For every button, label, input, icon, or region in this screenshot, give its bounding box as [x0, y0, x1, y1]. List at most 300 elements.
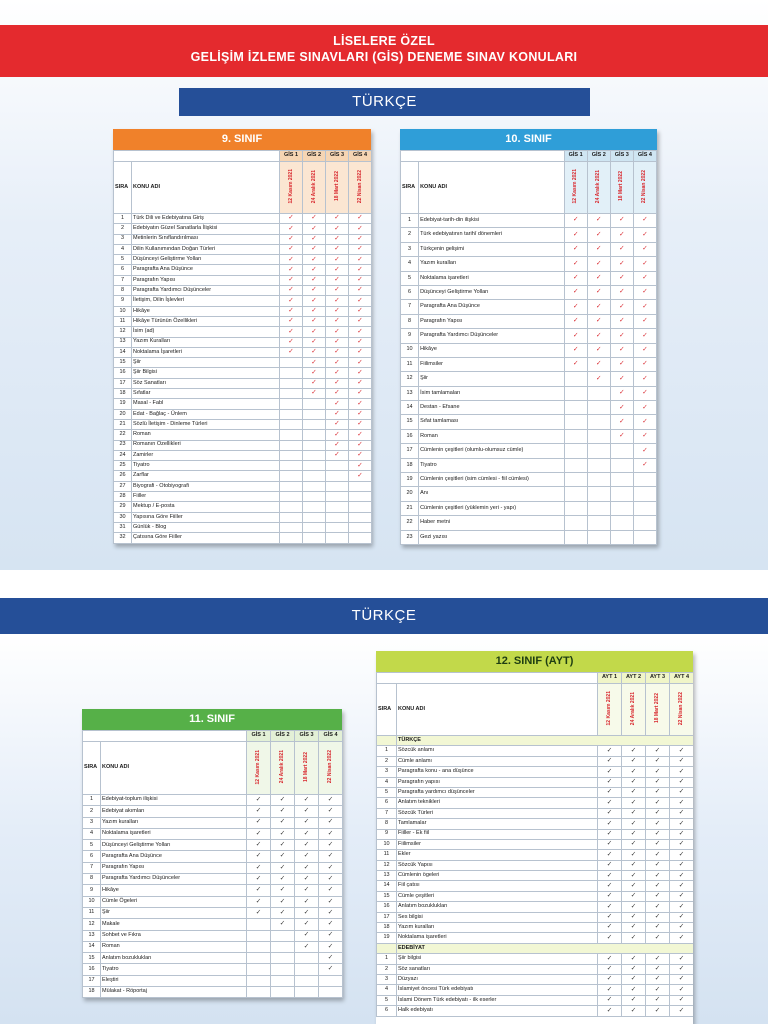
- check-icon: ✓: [303, 818, 310, 826]
- table-row: [83, 828, 343, 839]
- check-cell: [622, 985, 646, 995]
- check-icon: ✓: [334, 399, 340, 407]
- check-icon: ✓: [357, 440, 363, 448]
- check-cell: [295, 806, 319, 817]
- table-row: [114, 224, 372, 234]
- exam-date: 12 Kasım 2021: [255, 749, 261, 784]
- check-icon: ✓: [630, 788, 637, 796]
- topics-table: [376, 672, 693, 1017]
- check-cell: [670, 964, 694, 974]
- check-cell: [598, 891, 622, 901]
- check-icon: ✓: [303, 897, 310, 905]
- check-cell: [326, 533, 349, 543]
- section-label: TÜRKÇE: [397, 736, 694, 746]
- check-cell: [670, 798, 694, 808]
- check-cell: [303, 409, 326, 419]
- check-icon: ✓: [630, 798, 637, 806]
- check-icon: ✓: [619, 345, 625, 353]
- check-cell: [564, 458, 587, 472]
- row-number: 10: [83, 896, 101, 907]
- check-icon: ✓: [334, 265, 340, 273]
- check-icon: ✓: [572, 230, 579, 238]
- exam-header-row: [377, 673, 694, 684]
- check-cell: [598, 756, 622, 766]
- check-icon: ✓: [596, 374, 602, 382]
- check-icon: ✓: [357, 337, 363, 345]
- check-cell: [326, 316, 349, 326]
- check-cell: [326, 450, 349, 460]
- check-cell: [349, 419, 372, 429]
- date-header-row: [114, 162, 372, 214]
- check-cell: [319, 987, 343, 998]
- row-number: 10: [377, 839, 397, 849]
- table-row: [401, 401, 657, 415]
- check-cell: [598, 974, 622, 984]
- check-cell: [326, 358, 349, 368]
- check-icon: ✓: [334, 214, 340, 222]
- panel-title: 9. SINIF: [113, 129, 371, 150]
- check-icon: ✓: [334, 420, 340, 428]
- check-cell: [587, 501, 610, 515]
- check-cell: [564, 415, 587, 429]
- check-cell: [598, 819, 622, 829]
- check-icon: ✓: [255, 874, 262, 882]
- check-cell: [295, 885, 319, 896]
- topic-name: Cümle çeşitleri: [397, 891, 598, 901]
- check-cell: [303, 244, 326, 254]
- check-icon: ✓: [678, 819, 685, 827]
- table-row: [401, 372, 657, 386]
- check-cell: [610, 444, 633, 458]
- check-icon: ✓: [334, 358, 340, 366]
- table-row: [401, 228, 657, 242]
- check-icon: ✓: [357, 430, 363, 438]
- check-icon: ✓: [596, 302, 602, 310]
- row-number: 3: [114, 234, 132, 244]
- check-cell: [564, 257, 587, 271]
- check-cell: [319, 930, 343, 941]
- exam-date-cell: [633, 162, 656, 214]
- check-cell: [280, 316, 303, 326]
- table-row: [401, 429, 657, 443]
- check-icon: ✓: [311, 368, 317, 376]
- check-cell: [610, 357, 633, 371]
- check-cell: [295, 874, 319, 885]
- check-icon: ✓: [642, 230, 648, 238]
- check-cell: [326, 234, 349, 244]
- check-icon: ✓: [606, 798, 613, 806]
- check-cell: [622, 819, 646, 829]
- exam-column-header: GİS 4: [633, 151, 656, 162]
- topic-name: Sözcük anlamı: [397, 746, 598, 756]
- check-icon: ✓: [334, 368, 340, 376]
- check-icon: ✓: [654, 1006, 661, 1014]
- topic-name: Gezi yazısı: [419, 530, 565, 544]
- row-number: 24: [114, 450, 132, 460]
- check-icon: ✓: [678, 985, 685, 993]
- topic-name: Şiir: [101, 907, 247, 918]
- check-icon: ✓: [311, 276, 317, 284]
- table-row: [377, 964, 694, 974]
- exam-column-header: GİS 1: [280, 151, 303, 162]
- topic-name: Sözcük Türleri: [397, 808, 598, 818]
- table-row: [83, 975, 343, 986]
- check-icon: ✓: [630, 829, 637, 837]
- check-icon: ✓: [327, 807, 334, 815]
- check-cell: [633, 300, 656, 314]
- check-icon: ✓: [334, 296, 340, 304]
- check-cell: [247, 840, 271, 851]
- topic-name: Anı: [419, 487, 565, 501]
- table-row: [401, 271, 657, 285]
- check-cell: [271, 953, 295, 964]
- topic-name: Paragrafın Yapısı: [101, 862, 247, 873]
- check-cell: [646, 808, 670, 818]
- check-cell: [587, 530, 610, 544]
- check-icon: ✓: [357, 296, 363, 304]
- check-icon: ✓: [678, 996, 685, 1004]
- topic-name: Biyografi - Otobiyografi: [132, 481, 280, 491]
- exam-date: 18 Mart 2022: [618, 171, 625, 202]
- check-cell: [633, 285, 656, 299]
- exam-date-cell: [319, 742, 343, 795]
- check-icon: ✓: [288, 307, 294, 315]
- check-cell: [349, 265, 372, 275]
- check-cell: [326, 522, 349, 532]
- check-icon: ✓: [606, 746, 613, 754]
- check-cell: [646, 923, 670, 933]
- check-icon: ✓: [606, 933, 613, 941]
- topic-name: Zarflar: [132, 471, 280, 481]
- row-number: 23: [114, 440, 132, 450]
- check-cell: [610, 285, 633, 299]
- check-icon: ✓: [596, 259, 602, 267]
- check-icon: ✓: [572, 288, 579, 296]
- check-icon: ✓: [327, 942, 334, 950]
- check-cell: [646, 985, 670, 995]
- topic-name: Edebiyat-tarih-din ilişkisi: [419, 214, 565, 228]
- check-icon: ✓: [654, 933, 661, 941]
- check-icon: ✓: [303, 908, 310, 916]
- check-cell: [646, 777, 670, 787]
- check-cell: [646, 767, 670, 777]
- topic-name: İslamiyet öncesi Türk edebiyatı: [397, 985, 598, 995]
- check-icon: ✓: [678, 965, 685, 973]
- table-row: [114, 327, 372, 337]
- check-icon: ✓: [303, 795, 310, 803]
- check-cell: [303, 358, 326, 368]
- topic-name: Tiyatro: [419, 458, 565, 472]
- table-row: [83, 907, 343, 918]
- check-icon: ✓: [303, 852, 310, 860]
- check-cell: [646, 881, 670, 891]
- row-number: 21: [401, 501, 419, 515]
- check-cell: [326, 244, 349, 254]
- row-number: 30: [114, 512, 132, 522]
- check-icon: ✓: [619, 274, 625, 281]
- section-spacer: [377, 943, 397, 953]
- check-cell: [280, 471, 303, 481]
- row-number: 12: [114, 327, 132, 337]
- check-cell: [646, 850, 670, 860]
- check-cell: [303, 234, 326, 244]
- table-row: [114, 286, 372, 296]
- date-header-row: [377, 684, 694, 736]
- check-icon: ✓: [596, 245, 602, 253]
- topic-name: Şiir bilgisi: [397, 954, 598, 964]
- topic-name: Tamlamalar: [397, 819, 598, 829]
- check-icon: ✓: [572, 331, 579, 339]
- topic-name: Sohbet ve Fıkra: [101, 930, 247, 941]
- exam-column-header: GİS 2: [303, 151, 326, 162]
- check-cell: [598, 995, 622, 1005]
- check-cell: [610, 314, 633, 328]
- exam-date-cell: [271, 742, 295, 795]
- row-number: 11: [377, 850, 397, 860]
- check-icon: ✓: [255, 908, 262, 916]
- check-cell: [271, 817, 295, 828]
- check-icon: ✓: [606, 809, 613, 817]
- row-number: 19: [401, 473, 419, 487]
- exam-date: 22 Nisan 2022: [327, 750, 333, 784]
- check-cell: [303, 296, 326, 306]
- check-icon: ✓: [334, 430, 340, 438]
- topic-name: Tiyatro: [101, 964, 247, 975]
- check-icon: ✓: [642, 446, 648, 454]
- check-icon: ✓: [619, 374, 625, 382]
- check-icon: ✓: [255, 795, 262, 803]
- topic-name: Edat - Bağlaç - Ünlem: [132, 409, 280, 419]
- date-header-row: [83, 742, 343, 795]
- check-icon: ✓: [678, 923, 685, 931]
- check-cell: [622, 923, 646, 933]
- check-cell: [247, 964, 271, 975]
- topic-name: Hikâye Türünün Özellikleri: [132, 316, 280, 326]
- check-icon: ✓: [630, 985, 637, 993]
- check-cell: [646, 871, 670, 881]
- exam-date: 22 Nisan 2022: [356, 169, 363, 203]
- check-icon: ✓: [606, 850, 613, 858]
- topic-name: Çatısına Göre Fiiller: [132, 533, 280, 543]
- check-icon: ✓: [572, 245, 579, 253]
- exam-column-header: AYT 3: [646, 673, 670, 684]
- check-icon: ✓: [357, 389, 363, 397]
- check-cell: [598, 850, 622, 860]
- sira-header: SIRA: [83, 742, 101, 795]
- check-cell: [247, 987, 271, 998]
- check-cell: [349, 440, 372, 450]
- table-row: [401, 415, 657, 429]
- exam-column-header: GİS 4: [319, 731, 343, 742]
- check-cell: [646, 902, 670, 912]
- table-row: [83, 896, 343, 907]
- check-icon: ✓: [357, 348, 363, 356]
- exam-date-cell: [598, 684, 622, 736]
- check-icon: ✓: [288, 348, 294, 356]
- check-cell: [280, 461, 303, 471]
- check-icon: ✓: [288, 337, 294, 345]
- check-cell: [646, 974, 670, 984]
- check-icon: ✓: [642, 259, 648, 267]
- check-icon: ✓: [334, 234, 340, 242]
- grade-11-panel: [82, 709, 342, 998]
- table-row: [114, 471, 372, 481]
- table-row: [114, 461, 372, 471]
- check-cell: [598, 954, 622, 964]
- exam-date-cell: [646, 684, 670, 736]
- check-cell: [326, 419, 349, 429]
- topic-name: Paragrafın Yapısı: [419, 314, 565, 328]
- table-row: [377, 787, 694, 797]
- table-row: [114, 296, 372, 306]
- check-cell: [587, 228, 610, 242]
- check-icon: ✓: [642, 274, 648, 281]
- check-cell: [271, 975, 295, 986]
- check-icon: ✓: [678, 757, 685, 765]
- topic-name: Şiir: [419, 372, 565, 386]
- check-cell: [349, 492, 372, 502]
- check-cell: [598, 1006, 622, 1016]
- table-row: [401, 242, 657, 256]
- grade-10-panel: [400, 129, 657, 545]
- check-icon: ✓: [678, 767, 685, 775]
- header-line-2: GELİŞİM İZLEME SINAVLARI (GİS) DENEME SINAV KONULARI: [190, 50, 578, 64]
- check-icon: ✓: [334, 379, 340, 387]
- check-icon: ✓: [654, 861, 661, 869]
- topic-name: Hikâye: [419, 343, 565, 357]
- check-cell: [587, 444, 610, 458]
- check-cell: [610, 372, 633, 386]
- exam-date-cell: [247, 742, 271, 795]
- table-row: [377, 850, 694, 860]
- check-cell: [326, 286, 349, 296]
- check-cell: [564, 487, 587, 501]
- topic-name: Yazım kuralları: [419, 257, 565, 271]
- check-icon: ✓: [606, 954, 613, 962]
- exam-column-header: GİS 3: [295, 731, 319, 742]
- check-icon: ✓: [678, 881, 685, 889]
- exam-date: 24 Aralık 2021: [279, 750, 285, 784]
- topic-name: Edebiyat akımları: [101, 806, 247, 817]
- check-cell: [587, 487, 610, 501]
- check-cell: [247, 919, 271, 930]
- check-cell: [633, 487, 656, 501]
- check-cell: [280, 306, 303, 316]
- check-cell: [670, 1006, 694, 1016]
- check-cell: [564, 444, 587, 458]
- table-row: [114, 306, 372, 316]
- check-icon: ✓: [279, 920, 286, 928]
- check-cell: [670, 767, 694, 777]
- table-row: [83, 851, 343, 862]
- check-icon: ✓: [357, 276, 363, 284]
- row-number: 2: [377, 756, 397, 766]
- sira-header: SIRA: [377, 684, 397, 736]
- check-icon: ✓: [654, 965, 661, 973]
- check-cell: [349, 327, 372, 337]
- check-cell: [303, 368, 326, 378]
- topic-name: Cümlenin ögeleri: [397, 871, 598, 881]
- row-number: 13: [401, 386, 419, 400]
- topic-name: Masal - Fabl: [132, 399, 280, 409]
- check-cell: [349, 306, 372, 316]
- check-cell: [633, 401, 656, 415]
- check-cell: [349, 512, 372, 522]
- check-cell: [587, 372, 610, 386]
- check-cell: [326, 512, 349, 522]
- check-cell: [598, 985, 622, 995]
- konu-header: KONU ADI: [101, 742, 247, 795]
- check-cell: [633, 214, 656, 228]
- exam-column-header: GİS 2: [587, 151, 610, 162]
- check-cell: [349, 378, 372, 388]
- check-cell: [564, 300, 587, 314]
- check-cell: [598, 933, 622, 943]
- check-cell: [646, 964, 670, 974]
- check-icon: ✓: [678, 788, 685, 796]
- exam-date-cell: [280, 162, 303, 214]
- table-row: [401, 458, 657, 472]
- row-number: 20: [401, 487, 419, 501]
- check-cell: [670, 995, 694, 1005]
- check-icon: ✓: [654, 819, 661, 827]
- check-cell: [349, 296, 372, 306]
- check-cell: [564, 429, 587, 443]
- check-icon: ✓: [606, 767, 613, 775]
- row-number: 7: [401, 300, 419, 314]
- row-number: 4: [401, 257, 419, 271]
- table-row: [377, 819, 694, 829]
- table-row: [114, 368, 372, 378]
- check-cell: [349, 389, 372, 399]
- check-cell: [295, 975, 319, 986]
- check-icon: ✓: [630, 861, 637, 869]
- check-cell: [319, 941, 343, 952]
- table-row: [377, 902, 694, 912]
- row-number: 15: [114, 358, 132, 368]
- check-cell: [319, 817, 343, 828]
- check-icon: ✓: [642, 245, 648, 253]
- check-cell: [622, 964, 646, 974]
- check-cell: [271, 806, 295, 817]
- check-cell: [622, 756, 646, 766]
- check-icon: ✓: [678, 975, 685, 983]
- exam-date-cell: [303, 162, 326, 214]
- check-icon: ✓: [327, 897, 334, 905]
- check-cell: [670, 746, 694, 756]
- check-cell: [303, 471, 326, 481]
- check-cell: [587, 458, 610, 472]
- row-number: 1: [377, 954, 397, 964]
- check-cell: [670, 829, 694, 839]
- row-number: 4: [377, 985, 397, 995]
- row-number: 22: [114, 430, 132, 440]
- check-icon: ✓: [327, 931, 334, 939]
- check-cell: [598, 787, 622, 797]
- table-row: [377, 1006, 694, 1016]
- check-cell: [319, 964, 343, 975]
- table-row: [83, 817, 343, 828]
- table-row: [377, 985, 694, 995]
- check-cell: [598, 839, 622, 849]
- table-row: [114, 430, 372, 440]
- check-cell: [280, 255, 303, 265]
- check-cell: [349, 275, 372, 285]
- check-icon: ✓: [596, 317, 602, 325]
- check-icon: ✓: [572, 345, 579, 353]
- check-icon: ✓: [630, 871, 637, 879]
- check-icon: ✓: [654, 788, 661, 796]
